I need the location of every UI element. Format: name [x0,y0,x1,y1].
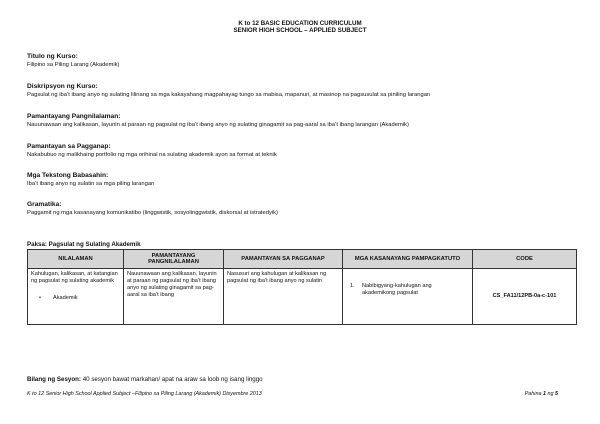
section-pamantayang-pangnilalaman [27,112,577,129]
page-number [525,391,558,397]
nilalaman-text: Kahulugan, kalikasan, at katangian ng pagsulat ng sulating akademik [31,271,118,284]
section-label: Pamantayang Pangnilalaman: [27,113,121,120]
bilang-value: 40 sesyon bawat markahan/ apat na araw sa loob ng isang linggo [82,376,263,383]
item-text: Nabibigyang-kahulugan ang akademikong pagsulat [362,283,432,296]
bullet-item [31,295,120,302]
of-word: ng [547,391,554,397]
section-label: Pamantayan sa Pagganap: [27,143,111,150]
bilang-label: Bilang ng Sesyon: [27,376,81,383]
section-value: Nauunawaan ang kalikasan, layunin at paraan ng pagsulat ng iba’t ibang anyo ng sulating ginagamit sa pag-aaral sa iba’t ibang larangan (Akademik) [27,122,409,128]
column-header: PAMANTAYAN SA PAGGANAP [224,250,343,269]
cell-pagganap: Nasusuri ang kahulugan at kalikasan ng pagsulat ng iba’t ibang anyo ng sulatin [224,269,343,325]
section-label: Titulo ng Kurso: [27,53,78,60]
bullet-icon: • [39,295,41,301]
table-header-row [28,250,577,269]
section-label: Mga Tekstong Babasahin: [27,172,109,179]
bilang-ng-sesyon [27,376,263,383]
section-titulo [27,52,577,69]
item-number: 1. [350,283,355,289]
page-word: Pahina [524,391,542,397]
curriculum-table [27,249,577,325]
section-tekstong-babasahin [27,171,577,188]
table-row [28,269,577,325]
column-header: NILALAMAN [28,250,124,269]
numbered-item [346,283,469,297]
page-total: 5 [555,391,558,397]
paksa-title: Paksa: Pagsulat ng Sulating Akademik [27,241,141,248]
section-value: Paggamit ng mga kasanayang komunikatibo (linggwistik, sosyolinggwistik, diskorsal at istratedyik) [27,210,278,216]
section-gramatika [27,200,577,217]
column-header: CODE [473,250,577,269]
document-header [0,20,600,34]
section-label: Diskripsyon ng Kurso: [27,83,98,90]
column-header: MGA KASANAYANG PAMPAGKATUTO [343,250,473,269]
section-label: Gramatika: [27,201,62,208]
header-title: K to 12 BASIC EDUCATION CURRICULUM [238,20,362,27]
cell-kasanayan [343,269,473,325]
bullet-text: Akademik [53,295,78,301]
footer-text: K to 12 Senior High School Applied Subject –Filipino sa Piling Larang (Akademik) Disyembre 2013 [27,391,262,397]
page-current: 1 [543,391,546,397]
cell-code: CS_FA11/12PB-0a-c-101 [473,269,577,325]
cell-nilalaman [28,269,124,325]
column-header: PAMANTAYANG PANGNILALAMAN [124,250,224,269]
cell-pangnilalaman: Nauunawaan ang kalikasan, layunin at paraan ng pagsulat ng iba’t ibang anyo ng sulating ginagamit sa pag-aaral sa iba’t ibang [124,269,224,325]
section-value: Pagsulat ng iba’t ibang anyo ng sulating lilinang sa mga kakayahang magpahayag tungo sa mabisa, mapanuri, at masinop na pagsusulat sa piniling larangan [27,92,431,98]
header-subtitle: SENIOR HIGH SCHOOL – APPLIED SUBJECT [233,27,367,34]
section-pamantayan-sa-pagganap [27,142,577,159]
section-value: Filipino sa Piling Larang (Akademik) [27,62,120,68]
section-value: Iba’t ibang anyo ng sulatin sa mga piling larangan [27,181,155,187]
section-diskripsyon [27,82,577,99]
section-value: Nakabubuo ng malikhaing portfolio ng mga orihinal na sulating akademik ayon sa format at teknik [27,152,277,158]
